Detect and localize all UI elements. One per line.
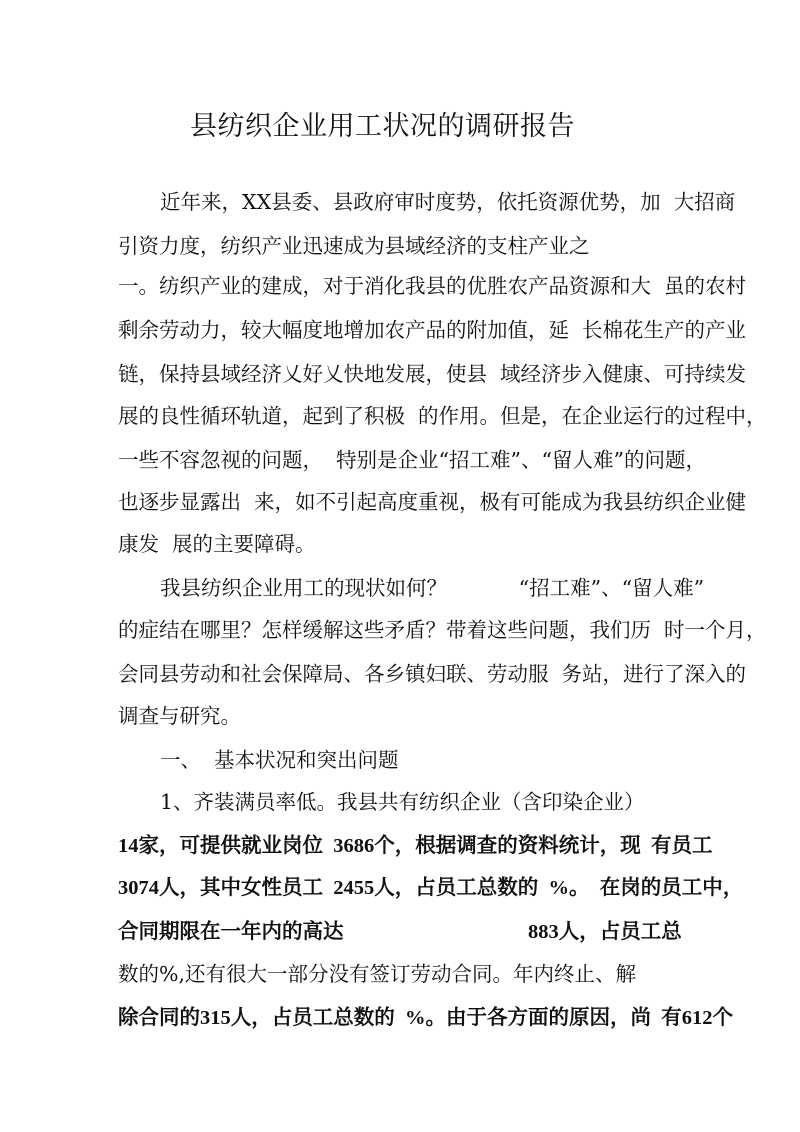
paragraph-line: 会同县劳动和社会保障局、各乡镇妇联、劳动服 务站，进行了深入的 (118, 662, 747, 686)
paragraph-line: 一。纺织产业的建成，对于消化我县的优胜农产品资源和大 虽的农村 (118, 274, 747, 298)
paragraph-line: 1、齐装满员率低。我县共有纺织企业（含印染企业） (160, 790, 645, 814)
document-title: 县纺织企业用工状况的调研报告 (190, 111, 575, 142)
paragraph-line: 展的良性循环轨道，起到了积极 的作用。但是，在企业运行的过程中， (118, 404, 767, 428)
paragraph-line: 数的%,还有很大一部分没有签订劳动合同。年内终止、解 (118, 962, 636, 986)
paragraph-line: 一些不容忽视的问题， 特别是企业“招工难”、“留人难”的问题， (118, 448, 706, 472)
section-heading: 一、 基本状况和突出问题 (160, 748, 399, 772)
paragraph-line: 调查与研究。 (118, 704, 241, 728)
paragraph-line: 近年来，XX县委、县政府审时度势，依托资源优势，加 大招商 (160, 190, 736, 214)
paragraph-line: 我县纺织企业用工的现状如何？ “招工难”、“留人难” (160, 576, 705, 600)
paragraph-line: 除合同的315人，占员工总数的 %。由于各方面的原因，尚 有612个 (118, 1007, 733, 1029)
paragraph-line: 14家，可提供就业岗位 3686个，根据调查的资料统计，现 有员工 (118, 835, 713, 857)
paragraph-line: 康发 展的主要障碍。 (118, 532, 316, 556)
paragraph-line: 的症结在哪里？怎样缓解这些矛盾？带着这些问题，我们历 时一个月， (118, 618, 767, 642)
paragraph-line: 引资力度，纺织产业迅速成为县域经济的支柱产业之 (118, 234, 590, 258)
paragraph-line: 剩余劳动力，较大幅度地增加农产品的附加值，延 长棉花生产的产业 (118, 318, 747, 342)
paragraph-line: 也逐步显露出 来，如不引起高度重视，极有可能成为我县纺织企业健 (118, 490, 747, 514)
paragraph-line: 合同期限在一年内的高达 883人，占员工总 (118, 921, 682, 943)
paragraph-line: 3074人，其中女性员工 2455人，占员工总数的 %。 在岗的员工中， (118, 877, 744, 899)
paragraph-line: 链，保持县域经济乂好乂快地发展，使县 域经济步入健康、可持续发 (118, 362, 747, 386)
